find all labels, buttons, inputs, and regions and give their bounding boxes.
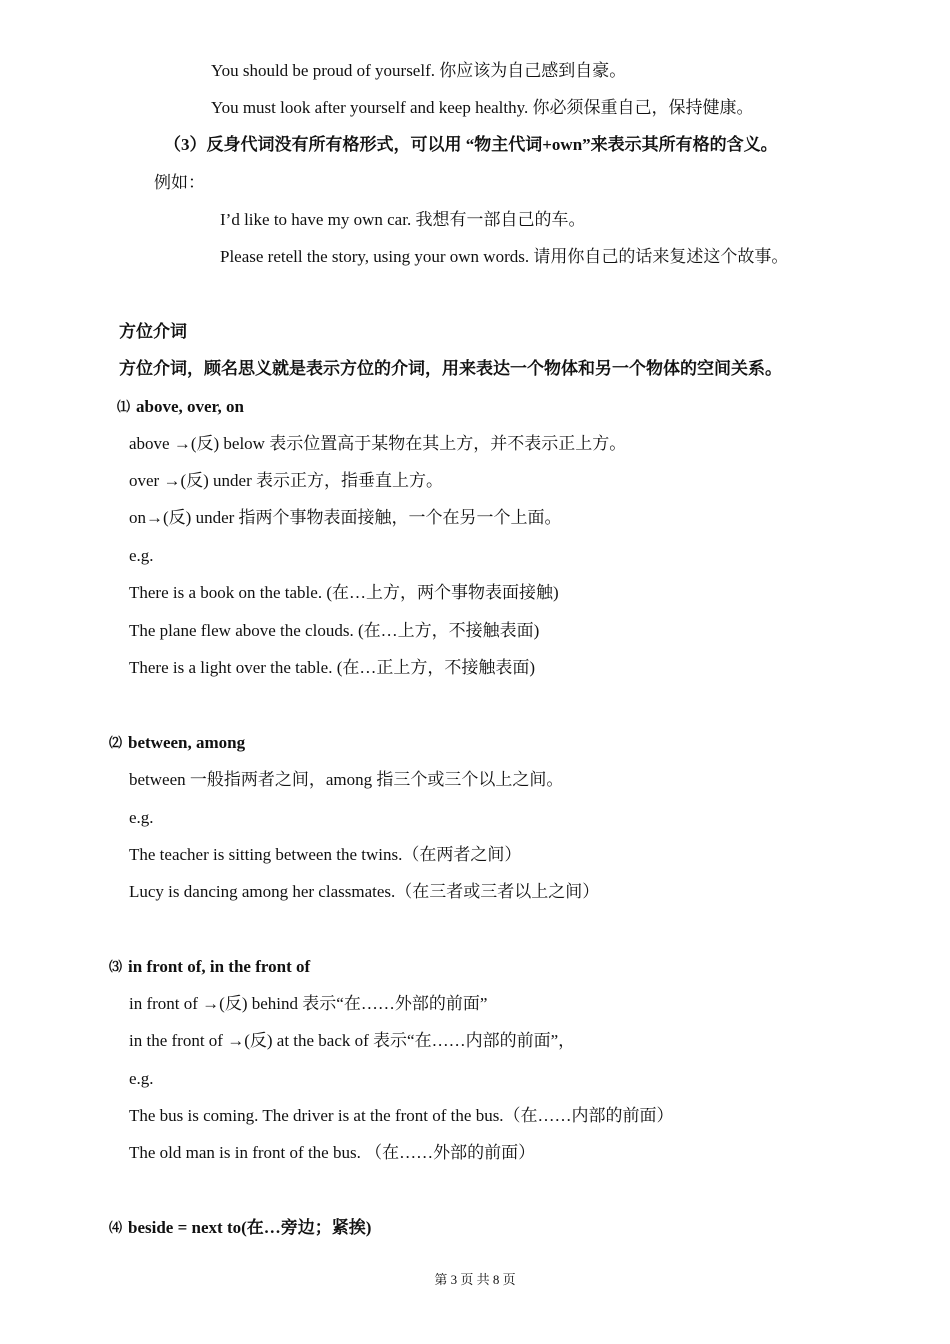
- subsection-title-text: in front of, in the front of: [128, 957, 311, 976]
- subsection-number: ⑷: [109, 1221, 123, 1236]
- example-sentence: There is a book on the table. (在…上方，两个事物表面接触): [129, 583, 559, 602]
- section-heading: 方位介词: [119, 322, 187, 341]
- example-sentence: There is a light over the table. (在…正上方，不接触表面): [129, 658, 536, 677]
- example-sentence: The plane flew above the clouds. (在…上方，不接触表面): [129, 621, 540, 640]
- section-intro: 方位介词，顾名思义就是表示方位的介词，用来表达一个物体和另一个物体的空间关系。: [119, 359, 782, 378]
- subsection-title-text: above, over, on: [136, 397, 245, 416]
- page-footer: 第 3 页 共 8 页: [434, 1272, 516, 1287]
- example-sentence: Please retell the story, using your own words. 请用你自己的话来复述这个故事。: [220, 247, 789, 266]
- subsection-title: [109, 955, 310, 979]
- example-label: 例如：: [154, 173, 205, 192]
- example-sentence: You must look after yourself and keep healthy. 你必须保重自己，保持健康。: [211, 98, 754, 117]
- subsection-title: [109, 731, 245, 755]
- subsection-title: [117, 395, 244, 419]
- example-label: e.g.: [129, 546, 154, 565]
- explanation-line: in the front of →(反) at the back of 表示“在……内部的前面”，: [129, 1031, 576, 1050]
- subsection-number: ⑶: [109, 960, 123, 975]
- explanation-line: over →(反) under 表示正方，指垂直上方。: [129, 471, 443, 490]
- example-sentence: The old man is in front of the bus. （在……外部的前面）: [129, 1143, 536, 1162]
- example-sentence: Lucy is dancing among her classmates.（在三者或三者以上之间）: [129, 882, 600, 901]
- subsection-number: ⑵: [109, 736, 123, 751]
- explanation-line: above →(反) below 表示位置高于某物在其上方，并不表示正上方。: [129, 434, 627, 453]
- example-label: e.g.: [129, 1069, 154, 1088]
- subsection-title-text: beside = next to(在…旁边；紧挨): [128, 1218, 372, 1237]
- example-label: e.g.: [129, 808, 154, 827]
- explanation-line: on→(反) under 指两个事物表面接触，一个在另一个上面。: [129, 508, 562, 527]
- example-sentence: The teacher is sitting between the twins.（在两者之间）: [129, 845, 522, 864]
- example-sentence: The bus is coming. The driver is at the front of the bus.（在……内部的前面）: [129, 1106, 674, 1125]
- example-sentence: I’d like to have my own car. 我想有一部自己的车。: [220, 210, 586, 229]
- subsection-title: [109, 1216, 371, 1240]
- explanation-line: in front of →(反) behind 表示“在……外部的前面”: [129, 994, 488, 1013]
- subsection-number: ⑴: [117, 400, 131, 415]
- example-sentence: You should be proud of yourself. 你应该为自己感到自豪。: [211, 61, 627, 80]
- explanation-line: between 一般指两者之间，among 指三个或三个以上之间。: [129, 770, 564, 789]
- subsection-title-text: between, among: [128, 733, 246, 752]
- rule-3: （3）反身代词没有所有格形式，可以用 “物主代词+own”来表示其所有格的含义。: [164, 135, 778, 154]
